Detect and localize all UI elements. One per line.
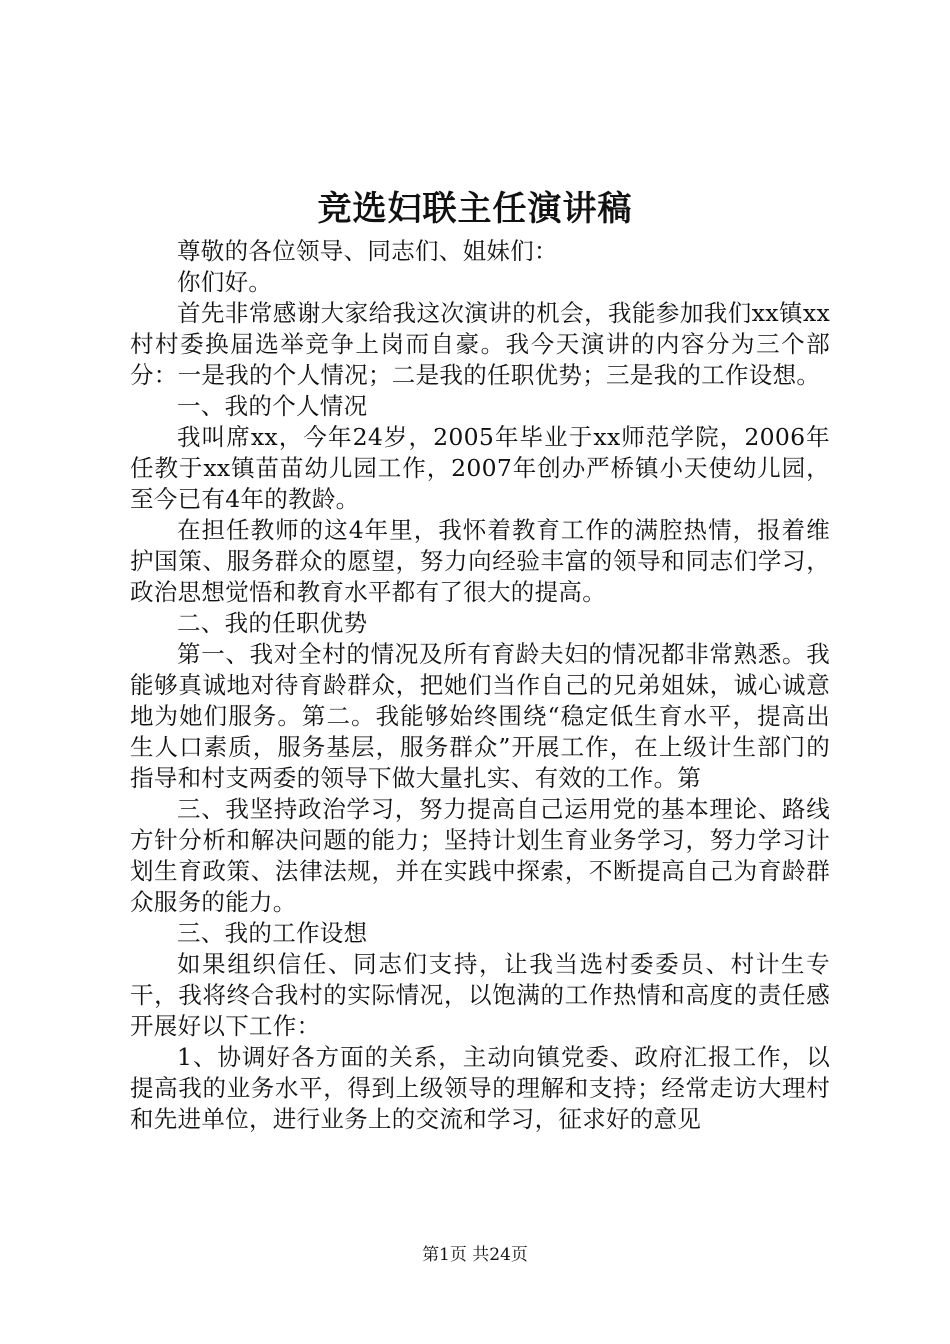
advantages-paragraph-1: 第一、我对全村的情况及所有育龄夫妇的情况都非常熟悉。我能够真诚地对待育龄群众，把她们当作自己的兄弟姐妹，诚心诚意地为她们服务。第二。我能够始终围绕“稳定低生育水平，提高出生人口素质，服务基层，服务群众”开展工作，在上级计生部门的指导和村支两委的领导下做大量扎实、有效的工作。第 — [130, 640, 830, 792]
advantages-paragraph-2: 三、我坚持政治学习，努力提高自己运用党的基本理论、路线方针分析和解决问题的能力；坚持计划生育业务学习，努力学习计划生育政策、法律法规，并在实践中探索，不断提高自己为育龄群众服务的能力。 — [130, 795, 830, 916]
document-title: 竞选妇联主任演讲稿 — [317, 189, 633, 229]
intro-paragraph: 首先非常感谢大家给我这次演讲的机会，我能参加我们xx镇xx村村委换届选举竞争上岗而自豪。我今天演讲的内容分为三个部分：一是我的个人情况；二是我的任职优势；三是我的工作设想。 — [130, 299, 830, 389]
plans-item-1-paragraph: 1、协调好各方面的关系，主动向镇党委、政府汇报工作，以提高我的业务水平，得到上级领导的理解和支持；经常走访大理村和先进单位，进行业务上的交流和学习，征求好的意见 — [130, 1043, 830, 1133]
hello-paragraph: 你们好。 — [177, 268, 273, 296]
teaching-experience-paragraph: 在担任教师的这4年里，我怀着教育工作的满腔热情，报着维护国策、服务群众的愿望，努力向经验丰富的领导和同志们学习，政治思想觉悟和教育水平都有了很大的提高。 — [130, 516, 830, 606]
section-heading-advantages: 二、我的任职优势 — [177, 609, 368, 637]
page-indicator: 第1页 共24页 — [422, 1245, 528, 1265]
personal-info-paragraph: 我叫席xx，今年24岁，2005年毕业于xx师范学院，2006年任教于xx镇苗苗幼儿园工作，2007年创办严桥镇小天使幼儿园，至今已有4年的教龄。 — [130, 423, 830, 513]
plans-intro-paragraph: 如果组织信任、同志们支持，让我当选村委委员、村计生专干，我将终合我村的实际情况，以饱满的工作热情和高度的责任感开展好以下工作： — [130, 950, 830, 1040]
document-body — [130, 236, 830, 1135]
greeting-paragraph: 尊敬的各位领导、同志们、姐妹们： — [177, 237, 558, 265]
section-heading-plans: 三、我的工作设想 — [177, 919, 368, 947]
section-heading-personal: 一、我的个人情况 — [177, 392, 368, 420]
